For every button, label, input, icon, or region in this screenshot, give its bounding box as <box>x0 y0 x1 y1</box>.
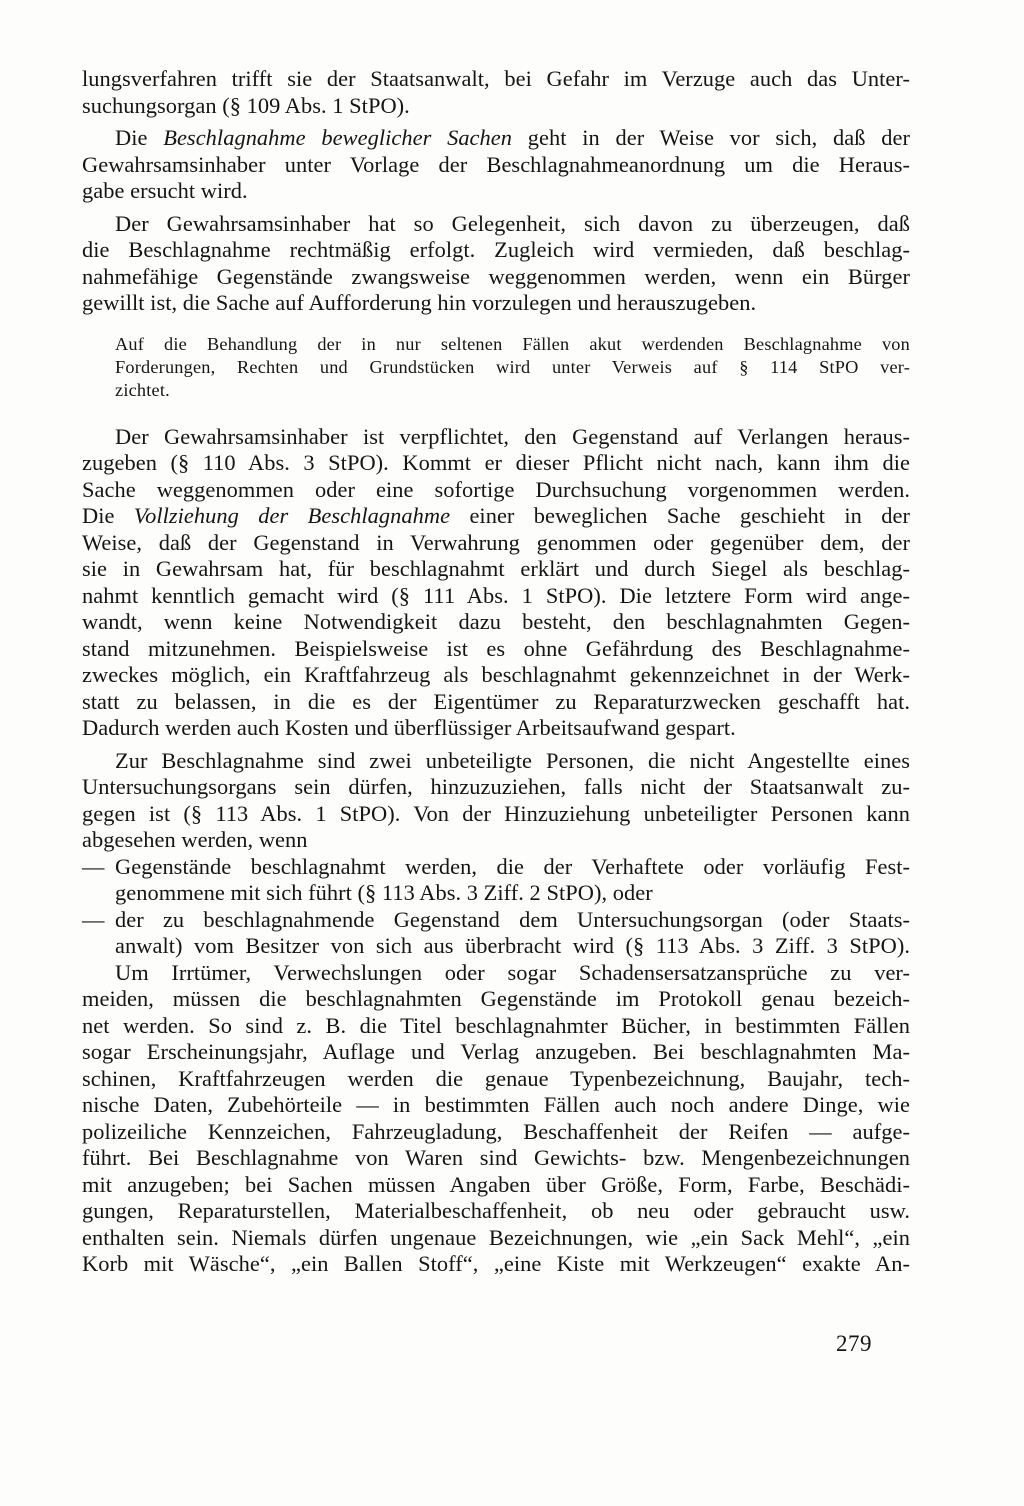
text-line: Korb mit Wäsche“, „ein Ballen Stoff“, „eine Kiste mit Werkzeugen“ exakte An- <box>82 1251 910 1276</box>
paragraph-gewahrsamsinhaber <box>82 211 910 317</box>
text-line: statt zu belassen, in die es der Eigentümer zu Reparaturzwecken geschafft hat. <box>82 688 910 714</box>
text-run: Die <box>82 503 134 528</box>
page-body <box>82 66 910 1278</box>
text-line: Gewahrsamsinhaber unter Vorlage der Beschlagnahmeanordnung um die Heraus- <box>82 151 910 177</box>
dash-marker: — <box>82 853 105 879</box>
text-line: schinen, Kraftfahrzeugen werden die genaue Typenbezeichnung, Baujahr, tech- <box>82 1065 910 1091</box>
text-line: gegen ist (§ 113 Abs. 1 StPO). Von der Hinzuziehung unbeteiligter Personen kann <box>82 800 910 826</box>
text-line: meiden, müssen die beschlagnahmten Gegenstände im Protokoll genau bezeich- <box>82 986 910 1011</box>
page-number: 279 <box>836 1331 872 1356</box>
text-line: gewillt ist, die Sache auf Aufforderung hin vorzulegen und herauszugeben. <box>82 290 757 315</box>
small-print-note <box>82 333 910 402</box>
note-line: zichtet. <box>115 379 170 400</box>
text-line: führt. Bei Beschlagnahme von Waren sind Gewichts- bzw. Mengenbezeichnungen <box>82 1145 910 1170</box>
text-line: zugeben (§ 110 Abs. 3 StPO). Kommt er dieser Pflicht nicht nach, kann ihm die <box>82 450 910 475</box>
text-run: einer beweglichen Sache geschieht in der <box>450 503 910 528</box>
list-item <box>82 854 910 907</box>
text-line: Dadurch werden auch Kosten und überflüssiger Arbeitsaufwand gespart. <box>82 715 736 740</box>
text-line: Weise, daß der Gegenstand in Verwahrung genommen oder gegenüber dem, der <box>82 529 910 555</box>
text-line: gungen, Reparaturstellen, Materialbeschaffenheit, ob neu oder gebraucht usw. <box>82 1198 910 1223</box>
emphasis-term: Beschlagnahme beweglicher Sachen <box>163 125 513 150</box>
text-line: sie in Gewahrsam hat, für beschlagnahmt erklärt und durch Siegel als beschlag- <box>82 556 910 581</box>
paragraph-beschlagnahme-beweglicher-sachen <box>82 125 910 205</box>
text-line: gabe ersucht wird. <box>82 178 248 203</box>
text-line: Untersuchungsorgans sein dürfen, hinzuzuziehen, falls nicht der Staatsanwalt zu- <box>82 774 910 799</box>
paragraph-continuation <box>82 66 910 119</box>
text-line: stand mitzunehmen. Beispielsweise ist es ohne Gefährdung des Beschlagnahme- <box>82 635 910 661</box>
text-line: anwalt) vom Besitzer von sich aus überbracht wird (§ 113 Abs. 3 Ziff. 3 StPO). <box>115 933 910 958</box>
text-line: Gegenstände beschlagnahmt werden, die der Verhaftete oder vorläufig Fest- <box>115 853 910 879</box>
text-line: Um Irrtümer, Verwechslungen oder sogar Schadensersatzansprüche zu ver- <box>115 959 910 985</box>
text-line: nahmt kenntlich gemacht wird (§ 111 Abs. 1 StPO). Die letztere Form wird ange- <box>82 582 910 608</box>
list-item <box>82 907 910 960</box>
text-line: abgesehen werden, wenn <box>82 827 308 852</box>
paragraph-unbeteiligte-personen <box>82 748 910 854</box>
note-line: Forderungen, Rechten und Grundstücken wird unter Verweis auf § 114 StPO ver- <box>115 356 910 377</box>
text-line: nahmefähige Gegenstände zwangsweise weggenommen werden, wenn ein Bürger <box>82 263 910 289</box>
dash-list <box>82 854 910 960</box>
text-run: geht in der Weise vor sich, daß der <box>512 125 910 150</box>
text-line: genommene mit sich führt (§ 113 Abs. 3 Ziff. 2 StPO), oder <box>115 880 653 905</box>
text-run: Die <box>115 125 164 150</box>
text-line: zweckes möglich, ein Kraftfahrzeug als beschlagnahmt gekennzeichnet in der Werk- <box>82 662 910 687</box>
text-line: Der Gewahrsamsinhaber ist verpflichtet, den Gegenstand auf Verlangen heraus- <box>115 423 910 449</box>
text-line: wandt, wenn keine Notwendigkeit dazu besteht, den beschlagnahmten Gegen- <box>82 609 910 634</box>
text-line <box>82 125 910 152</box>
text-line: Zur Beschlagnahme sind zwei unbeteiligte Personen, die nicht Angestellte eines <box>115 747 910 773</box>
text-line: net werden. So sind z. B. die Titel beschlagnahmter Bücher, in bestimmten Fällen <box>82 1012 910 1038</box>
text-line: der zu beschlagnahmende Gegenstand dem Untersuchungsorgan (oder Staats- <box>115 906 910 932</box>
note-line: Auf die Behandlung der in nur seltenen Fällen akut werdenden Beschlagnahme von <box>115 333 910 354</box>
text-line: nische Daten, Zubehörteile — in bestimmten Fällen auch noch andere Dinge, wie <box>82 1092 910 1117</box>
text-line: sogar Erscheinungsjahr, Auflage und Verlag anzugeben. Bei beschlagnahmten Ma- <box>82 1039 910 1064</box>
paragraph-verpflichtung <box>82 424 910 742</box>
dash-marker: — <box>82 906 105 932</box>
text-line: mit anzugeben; bei Sachen müssen Angaben über Größe, Form, Farbe, Beschädi- <box>82 1171 910 1197</box>
text-line: Der Gewahrsamsinhaber hat so Gelegenheit, sich davon zu überzeugen, daß <box>115 210 910 236</box>
text-line: die Beschlagnahme rechtmäßig erfolgt. Zugleich wird vermieden, daß beschlag- <box>82 237 910 262</box>
text-line: polizeiliche Kennzeichen, Fahrzeugladung, Beschaffenheit der Reifen — aufge- <box>82 1118 910 1144</box>
text-line <box>82 503 910 530</box>
text-line: suchungsorgan (§ 109 Abs. 1 StPO). <box>82 92 410 118</box>
text-line: enthalten sein. Niemals dürfen ungenaue Bezeichnungen, wie „ein Sack Mehl“, „ein <box>82 1224 910 1250</box>
paragraph-protokoll <box>82 960 910 1278</box>
text-line: lungsverfahren trifft sie der Staatsanwalt, bei Gefahr im Verzuge auch das Unter- <box>82 66 910 91</box>
text-line: Sache weggenommen oder eine sofortige Durchsuchung vorgenommen werden. <box>82 476 910 502</box>
emphasis-term: Vollziehung der Beschlagnahme <box>133 503 451 528</box>
